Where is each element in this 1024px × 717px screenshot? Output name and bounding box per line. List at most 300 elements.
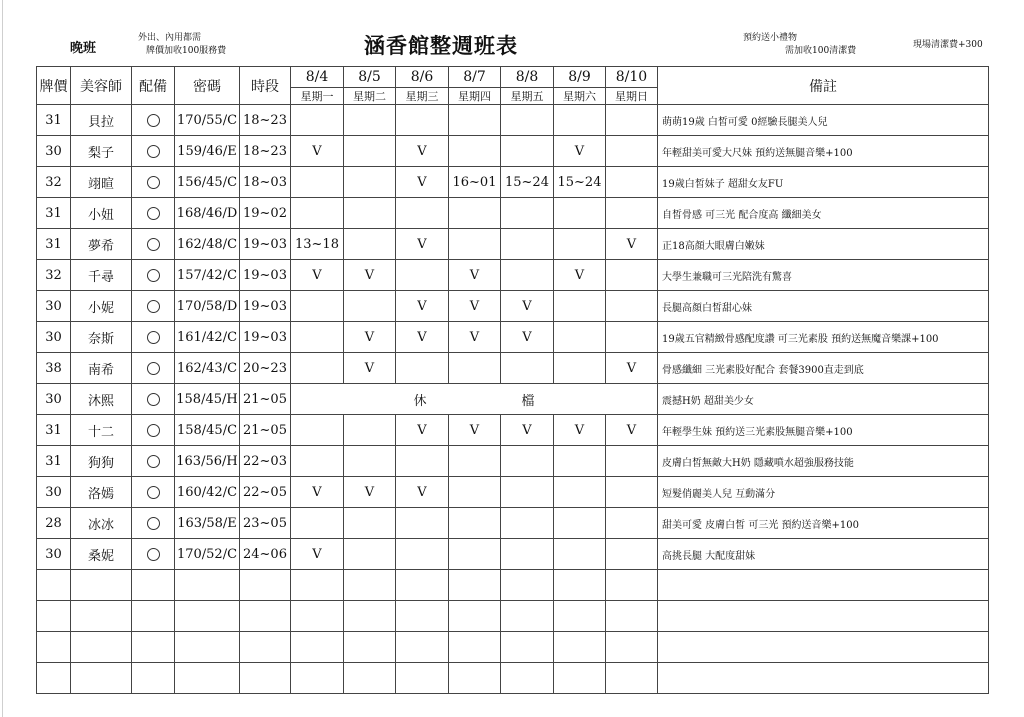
remark-cell: 短髮俏麗美人兒 互動滿分 (658, 477, 989, 508)
price-cell: 30 (37, 291, 71, 322)
empty-cell (554, 663, 606, 694)
empty-cell (501, 663, 554, 694)
empty-cell (132, 663, 175, 694)
circle-icon (147, 362, 160, 375)
empty-cell (396, 663, 449, 694)
day-cell (501, 260, 554, 291)
time-cell: 19~03 (240, 322, 291, 353)
equip-cell (132, 105, 175, 136)
day-cell (501, 105, 554, 136)
day-cell: V (606, 229, 658, 260)
leave-label: 休 (413, 393, 427, 409)
service-note-line2: 牌價加收100服務費 (146, 46, 227, 56)
day-cell: V (554, 415, 606, 446)
day-cell (291, 322, 344, 353)
day-cell: V (291, 477, 344, 508)
day-cell (606, 446, 658, 477)
remark-cell: 年輕學生妹 預約送三光素股無腿音樂+100 (658, 415, 989, 446)
day-cell (501, 446, 554, 477)
day-cell (396, 446, 449, 477)
code-cell: 162/48/C (175, 229, 240, 260)
col-header-equip: 配備 (132, 67, 175, 105)
day-cell (449, 508, 501, 539)
price-cell: 31 (37, 446, 71, 477)
day-cell (291, 291, 344, 322)
stylist-name: 小妞 (71, 198, 132, 229)
day-cell (449, 539, 501, 570)
equip-cell (132, 136, 175, 167)
day-cell (554, 198, 606, 229)
day-cell (554, 446, 606, 477)
time-cell: 19~03 (240, 260, 291, 291)
day-cell (291, 415, 344, 446)
day-cell (554, 105, 606, 136)
cleaning-fee-note: 現場清潔費+300 (913, 40, 983, 50)
empty-row (37, 570, 989, 601)
remark-cell: 19歲白皙妹子 超甜女友FU (658, 167, 989, 198)
circle-icon (147, 176, 160, 189)
col-header-date: 8/8 (501, 67, 554, 88)
empty-cell (658, 632, 989, 663)
col-header-weekday: 星期六 (554, 88, 606, 105)
day-cell (501, 539, 554, 570)
day-cell: V (449, 415, 501, 446)
price-cell: 38 (37, 353, 71, 384)
empty-row (37, 601, 989, 632)
day-cell: 13~18 (291, 229, 344, 260)
price-cell: 31 (37, 415, 71, 446)
stylist-name: 梨子 (71, 136, 132, 167)
table-row (37, 415, 989, 446)
code-cell: 157/42/C (175, 260, 240, 291)
price-cell: 30 (37, 384, 71, 415)
empty-cell (175, 601, 240, 632)
table-row (37, 322, 989, 353)
table-row (37, 291, 989, 322)
empty-cell (37, 601, 71, 632)
stylist-name: 千尋 (71, 260, 132, 291)
empty-cell (344, 570, 396, 601)
day-cell (344, 198, 396, 229)
day-cell: V (396, 415, 449, 446)
remark-cell: 19歲五官精緻骨感配度讚 可三光素股 預約送無魔音樂課+100 (658, 322, 989, 353)
day-cell: V (344, 477, 396, 508)
circle-icon (147, 486, 160, 499)
day-cell: V (449, 322, 501, 353)
gift-note-line1: 預約送小禮物 (743, 33, 798, 43)
circle-icon (147, 145, 160, 158)
empty-cell (658, 663, 989, 694)
table-row (37, 229, 989, 260)
day-cell: V (344, 353, 396, 384)
time-cell: 23~05 (240, 508, 291, 539)
code-cell: 163/56/H (175, 446, 240, 477)
schedule-table (36, 66, 989, 694)
day-cell (291, 167, 344, 198)
day-cell (606, 136, 658, 167)
day-cell (501, 353, 554, 384)
col-header-remarks: 備註 (658, 67, 989, 105)
schedule-body (37, 105, 989, 694)
empty-cell (175, 632, 240, 663)
empty-cell (344, 632, 396, 663)
time-cell: 18~03 (240, 167, 291, 198)
day-cell: V (606, 353, 658, 384)
equip-cell (132, 260, 175, 291)
day-cell (291, 446, 344, 477)
day-cell: V (554, 260, 606, 291)
day-cell (606, 291, 658, 322)
price-cell: 28 (37, 508, 71, 539)
empty-cell (132, 570, 175, 601)
day-cell (344, 508, 396, 539)
table-row (37, 508, 989, 539)
day-cell (396, 105, 449, 136)
empty-cell (240, 570, 291, 601)
stylist-name: 狗狗 (71, 446, 132, 477)
day-cell: V (396, 322, 449, 353)
day-cell (606, 539, 658, 570)
price-cell: 31 (37, 229, 71, 260)
day-cell (554, 508, 606, 539)
leave-cell (291, 384, 658, 415)
col-header-date: 8/5 (344, 67, 396, 88)
empty-cell (71, 601, 132, 632)
day-cell: V (396, 167, 449, 198)
day-cell (501, 477, 554, 508)
empty-cell (396, 570, 449, 601)
day-cell: V (449, 291, 501, 322)
col-header-weekday: 星期五 (501, 88, 554, 105)
table-row (37, 260, 989, 291)
time-cell: 18~23 (240, 136, 291, 167)
col-header-weekday: 星期日 (606, 88, 658, 105)
price-cell: 32 (37, 167, 71, 198)
day-cell (449, 136, 501, 167)
empty-cell (71, 570, 132, 601)
price-cell: 31 (37, 105, 71, 136)
col-header-date: 8/4 (291, 67, 344, 88)
day-cell (396, 260, 449, 291)
code-cell: 161/42/C (175, 322, 240, 353)
circle-icon (147, 424, 160, 437)
stylist-name: 夢希 (71, 229, 132, 260)
col-header-stylist: 美容師 (71, 67, 132, 105)
time-cell: 24~06 (240, 539, 291, 570)
empty-cell (37, 570, 71, 601)
page-edge (2, 0, 3, 717)
empty-cell (175, 570, 240, 601)
code-cell: 163/58/E (175, 508, 240, 539)
empty-cell (291, 570, 344, 601)
day-cell: 15~24 (554, 167, 606, 198)
col-header-date: 8/10 (606, 67, 658, 88)
table-row (37, 446, 989, 477)
code-cell: 168/46/D (175, 198, 240, 229)
shift-label: 晚班 (70, 41, 97, 56)
remark-cell: 大學生兼職可三光陪洗有驚喜 (658, 260, 989, 291)
day-cell: V (291, 539, 344, 570)
stylist-name: 桑妮 (71, 539, 132, 570)
circle-icon (147, 269, 160, 282)
circle-icon (147, 300, 160, 313)
day-cell (396, 198, 449, 229)
time-cell: 19~03 (240, 229, 291, 260)
col-header-date: 8/9 (554, 67, 606, 88)
day-cell (449, 353, 501, 384)
day-cell (344, 415, 396, 446)
day-cell: V (554, 136, 606, 167)
empty-cell (449, 570, 501, 601)
day-cell: 15~24 (501, 167, 554, 198)
empty-cell (240, 663, 291, 694)
remark-cell: 自皙骨感 可三光 配合度高 纖細美女 (658, 198, 989, 229)
day-cell (554, 291, 606, 322)
circle-icon (147, 455, 160, 468)
day-cell (606, 508, 658, 539)
circle-icon (147, 548, 160, 561)
circle-icon (147, 238, 160, 251)
day-cell: V (396, 477, 449, 508)
day-cell (606, 105, 658, 136)
empty-cell (291, 663, 344, 694)
empty-cell (71, 632, 132, 663)
stylist-name: 奈斯 (71, 322, 132, 353)
empty-cell (344, 663, 396, 694)
equip-cell (132, 539, 175, 570)
time-cell: 19~02 (240, 198, 291, 229)
time-cell: 18~23 (240, 105, 291, 136)
col-header-date: 8/7 (449, 67, 501, 88)
equip-cell (132, 477, 175, 508)
circle-icon (147, 331, 160, 344)
day-cell: V (291, 136, 344, 167)
gift-note-line2: 需加收100清潔費 (785, 46, 857, 56)
col-header-weekday: 星期一 (291, 88, 344, 105)
day-cell (291, 105, 344, 136)
empty-cell (554, 632, 606, 663)
equip-cell (132, 384, 175, 415)
empty-cell (449, 632, 501, 663)
time-cell: 22~05 (240, 477, 291, 508)
empty-cell (606, 601, 658, 632)
stylist-name: 貝拉 (71, 105, 132, 136)
time-cell: 21~05 (240, 415, 291, 446)
stylist-name: 冰冰 (71, 508, 132, 539)
day-cell (606, 260, 658, 291)
circle-icon (147, 114, 160, 127)
code-cell: 156/45/C (175, 167, 240, 198)
day-cell (449, 105, 501, 136)
col-header-code: 密碼 (175, 67, 240, 105)
remark-cell: 甜美可愛 皮膚白皙 可三光 預約送音樂+100 (658, 508, 989, 539)
empty-cell (501, 632, 554, 663)
remark-cell: 震撼H奶 超甜美少女 (658, 384, 989, 415)
day-cell: V (344, 322, 396, 353)
leave-label: 檔 (521, 393, 535, 409)
circle-icon (147, 517, 160, 530)
price-cell: 30 (37, 477, 71, 508)
day-cell (501, 508, 554, 539)
remark-cell: 年輕甜美可愛大尺妹 預約送無腿音樂+100 (658, 136, 989, 167)
equip-cell (132, 198, 175, 229)
empty-cell (396, 632, 449, 663)
day-cell (501, 198, 554, 229)
remark-cell: 長腿高顏白皙甜心妹 (658, 291, 989, 322)
col-header-weekday: 星期四 (449, 88, 501, 105)
col-header-price: 牌價 (37, 67, 71, 105)
page-title: 涵香館整週班表 (364, 33, 518, 58)
day-cell: V (396, 229, 449, 260)
time-cell: 19~03 (240, 291, 291, 322)
circle-icon (147, 393, 160, 406)
day-cell (501, 136, 554, 167)
time-cell: 21~05 (240, 384, 291, 415)
empty-cell (396, 601, 449, 632)
empty-cell (554, 601, 606, 632)
day-cell: V (501, 415, 554, 446)
day-cell (396, 539, 449, 570)
day-cell (291, 353, 344, 384)
equip-cell (132, 167, 175, 198)
empty-cell (291, 632, 344, 663)
price-cell: 30 (37, 322, 71, 353)
equip-cell (132, 446, 175, 477)
time-cell: 22~03 (240, 446, 291, 477)
remark-cell: 骨感纖細 三光素股好配合 套餐3900直走到底 (658, 353, 989, 384)
remark-cell: 萌萌19歲 白皙可愛 0經驗長腿美人兒 (658, 105, 989, 136)
day-cell (344, 291, 396, 322)
code-cell: 170/55/C (175, 105, 240, 136)
equip-cell (132, 508, 175, 539)
day-cell (344, 539, 396, 570)
equip-cell (132, 322, 175, 353)
empty-cell (37, 632, 71, 663)
empty-cell (175, 663, 240, 694)
day-cell (554, 539, 606, 570)
code-cell: 160/42/C (175, 477, 240, 508)
day-cell (606, 322, 658, 353)
day-cell (449, 477, 501, 508)
day-cell (344, 105, 396, 136)
circle-icon (147, 207, 160, 220)
day-cell (554, 353, 606, 384)
remark-cell: 高挑長腿 大配度甜妹 (658, 539, 989, 570)
day-cell: V (449, 260, 501, 291)
day-cell: V (344, 260, 396, 291)
day-cell (449, 229, 501, 260)
day-cell (554, 322, 606, 353)
table-row (37, 136, 989, 167)
empty-cell (606, 570, 658, 601)
day-cell: V (291, 260, 344, 291)
equip-cell (132, 291, 175, 322)
equip-cell (132, 415, 175, 446)
table-row (37, 105, 989, 136)
day-cell (606, 477, 658, 508)
empty-row (37, 663, 989, 694)
col-header-date: 8/6 (396, 67, 449, 88)
service-note-line1: 外出、內用都需 (138, 33, 202, 43)
equip-cell (132, 229, 175, 260)
empty-cell (606, 632, 658, 663)
price-cell: 32 (37, 260, 71, 291)
day-cell: 16~01 (449, 167, 501, 198)
table-row (37, 198, 989, 229)
table-row (37, 167, 989, 198)
equip-cell (132, 353, 175, 384)
day-cell: V (501, 291, 554, 322)
empty-cell (132, 632, 175, 663)
empty-cell (449, 663, 501, 694)
stylist-name: 小妮 (71, 291, 132, 322)
code-cell: 158/45/H (175, 384, 240, 415)
code-cell: 170/52/C (175, 539, 240, 570)
stylist-name: 十二 (71, 415, 132, 446)
day-cell (344, 446, 396, 477)
empty-cell (132, 601, 175, 632)
time-cell: 20~23 (240, 353, 291, 384)
price-cell: 31 (37, 198, 71, 229)
day-cell (501, 229, 554, 260)
day-cell (344, 136, 396, 167)
code-cell: 162/43/C (175, 353, 240, 384)
code-cell: 158/45/C (175, 415, 240, 446)
stylist-name: 洛嫣 (71, 477, 132, 508)
day-cell (396, 353, 449, 384)
price-cell: 30 (37, 136, 71, 167)
empty-cell (658, 570, 989, 601)
table-row (37, 539, 989, 570)
table-row (37, 384, 989, 415)
code-cell: 170/58/D (175, 291, 240, 322)
empty-cell (606, 663, 658, 694)
day-cell: V (501, 322, 554, 353)
col-header-weekday: 星期二 (344, 88, 396, 105)
day-cell: V (606, 415, 658, 446)
col-header-time: 時段 (240, 67, 291, 105)
empty-cell (501, 570, 554, 601)
day-cell: V (396, 291, 449, 322)
day-cell (606, 198, 658, 229)
day-cell (344, 229, 396, 260)
code-cell: 159/46/E (175, 136, 240, 167)
empty-row (37, 632, 989, 663)
stylist-name: 南希 (71, 353, 132, 384)
empty-cell (554, 570, 606, 601)
empty-cell (37, 663, 71, 694)
empty-cell (344, 601, 396, 632)
day-cell (449, 198, 501, 229)
day-cell (396, 508, 449, 539)
day-cell (449, 446, 501, 477)
stylist-name: 沐熙 (71, 384, 132, 415)
stylist-name: 翊暄 (71, 167, 132, 198)
table-row (37, 353, 989, 384)
empty-cell (240, 601, 291, 632)
day-cell (554, 229, 606, 260)
remark-cell: 正18高顏大眼膚白嫩妹 (658, 229, 989, 260)
day-cell (606, 167, 658, 198)
day-cell (291, 508, 344, 539)
empty-cell (71, 663, 132, 694)
price-cell: 30 (37, 539, 71, 570)
day-cell (291, 198, 344, 229)
table-row (37, 477, 989, 508)
col-header-weekday: 星期三 (396, 88, 449, 105)
day-cell (554, 477, 606, 508)
empty-cell (240, 632, 291, 663)
